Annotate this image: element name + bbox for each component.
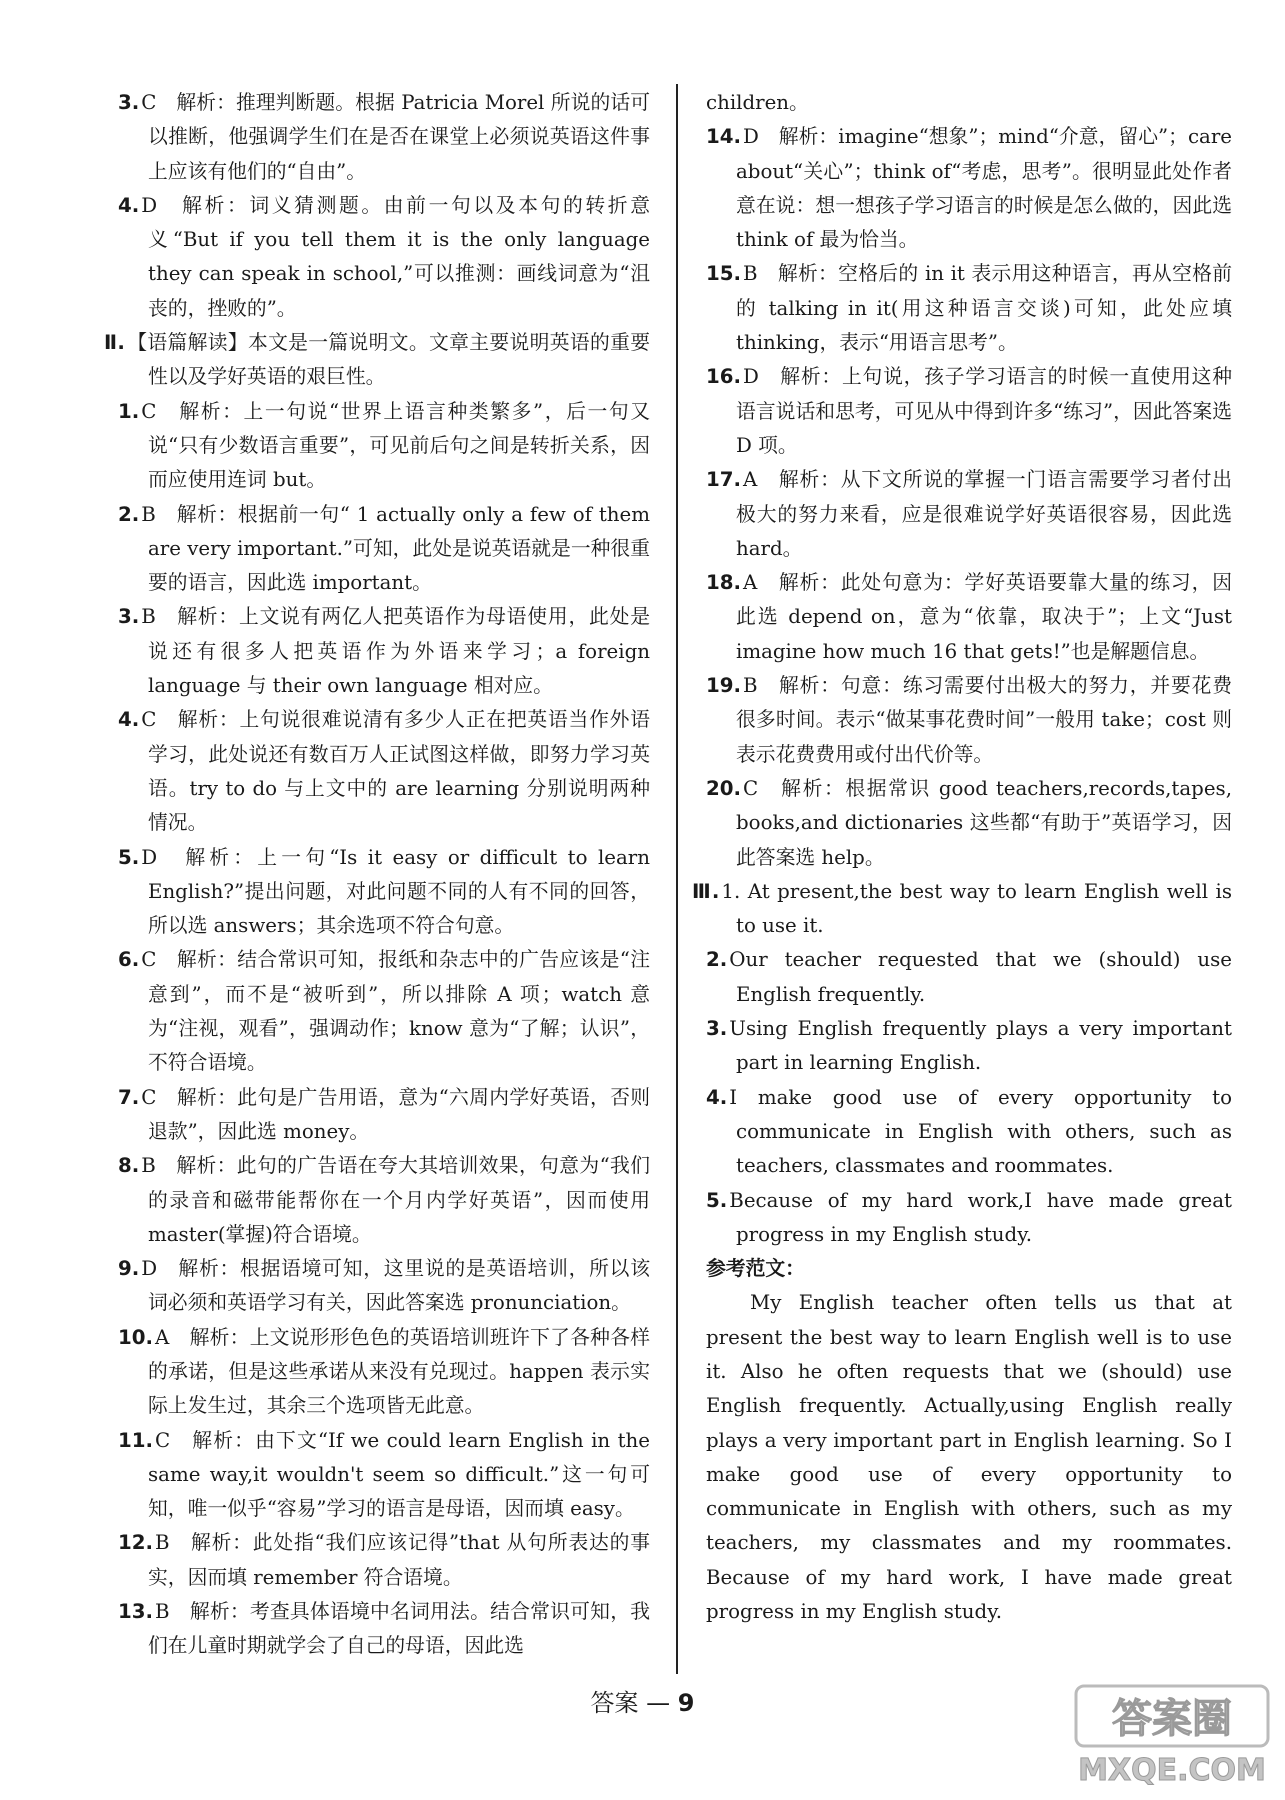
- item-text: C 解析：上句说很难说清有多少人正在把英语当作外语学习，此处说还有数百万人正试图这样做，即努力学习英语。try to do 与上文中的 are learning 分别说明两种情况。: [141, 708, 650, 835]
- item-number: Ⅱ.: [104, 331, 125, 355]
- answer-item: [706, 463, 1232, 566]
- left-column: [104, 86, 650, 1664]
- item-text: B 解析：考查具体语境中名词用法。结合常识可知，我们在儿童时期就学会了自己的母语，因此选: [148, 1600, 650, 1658]
- item-number: 12.: [118, 1531, 154, 1555]
- answer-item: [706, 943, 1232, 1012]
- item-text: B 解析：上文说有两亿人把英语作为母语使用，此处是说还有很多人把英语作为外语来学习；a foreign language 与 their own language 相对应。: [141, 605, 650, 698]
- item-number: 10.: [118, 1325, 154, 1349]
- item-text: 【语篇解读】本文是一篇说明文。文章主要说明英语的重要性以及学好英语的艰巨性。: [126, 331, 650, 389]
- item-number: 9.: [118, 1257, 140, 1281]
- page-number: 9: [677, 1689, 695, 1717]
- item-text: D 解析：imagine“想象”；mind“介意，留心”；care about“关心”；think of“考虑，思考”。很明显此处作者意在说：想一想孩子学习语言的时候是怎么做的，因此选 think of 最为恰当。: [736, 125, 1232, 252]
- item-number: 15.: [706, 262, 742, 286]
- item-number: 20.: [706, 776, 742, 800]
- item-number: 2.: [118, 502, 140, 526]
- answer-item: [118, 1081, 650, 1150]
- item-number: 17.: [706, 468, 742, 492]
- answer-item: [706, 772, 1232, 875]
- section-item: [692, 875, 1232, 944]
- item-number: 8.: [118, 1154, 140, 1178]
- item-number: 14.: [706, 125, 742, 149]
- item-number: 18.: [706, 571, 742, 595]
- answer-item: [706, 1012, 1232, 1081]
- item-text: C 解析：由下文“If we could learn English in the same way,it wouldn't seem so difficult.”这一句可知，唯一似乎“容易”学习的语言是母语，因而填 easy。: [148, 1428, 650, 1521]
- answer-item: [118, 1526, 650, 1595]
- answer-item: [118, 395, 650, 498]
- essay-title: [706, 1252, 1232, 1286]
- right-column: [692, 86, 1232, 1629]
- item-number: 19.: [706, 674, 742, 698]
- item-number: 4.: [118, 193, 140, 217]
- continued-text: [706, 86, 1232, 120]
- item-number: 1.: [118, 399, 140, 423]
- answer-item: [118, 1252, 650, 1321]
- item-text: D 解析：上一句“Is it easy or difficult to learn English?”提出问题，对此问题不同的人有不同的回答，所以选 answers；其余选项不符合句意。: [141, 845, 650, 938]
- answer-item: [118, 86, 650, 189]
- item-number: 3.: [118, 91, 140, 114]
- item-text: A 解析：从下文所说的掌握一门语言需要学习者付出极大的努力来看，应是很难说学好英语很容易，因此选 hard。: [736, 468, 1232, 560]
- item-text: C 解析：推理判断题。根据 Patricia Morel 所说的话可以推断，他强调学生们在是否在课堂上必须说英语这件事上应该有他们的“自由”。: [141, 91, 650, 183]
- item-text: C 解析：上一句说“世界上语言种类繁多”，后一句又说“只有少数语言重要”，可见前后句之间是转折关系，因而应使用连词 but。: [141, 399, 650, 492]
- item-number: 7.: [118, 1085, 140, 1109]
- item-text: Using English frequently plays a very important part in learning English.: [729, 1017, 1232, 1075]
- model-essay: [706, 1286, 1232, 1629]
- watermark-bottom-text: MXQE.COM: [1078, 1753, 1266, 1788]
- item-text: A 解析：此处句意为：学好英语要靠大量的练习，因此选 depend on，意为“依靠，取决于”；上文“Just imagine how much 16 that gets!”也是解题信息。: [736, 571, 1232, 663]
- item-text: I make good use of every opportunity to communicate in English with others, such as teachers, classmates and roommates.: [729, 1085, 1232, 1178]
- answer-item: [706, 1184, 1232, 1253]
- watermark-top-text: 答案圈: [1112, 1696, 1232, 1742]
- item-number: 11.: [118, 1428, 154, 1452]
- item-text: B 解析：句意：练习需要付出极大的努力，并要花费很多时间。表示“做某事花费时间”一般用 take；cost 则表示花费费用或付出代价等。: [736, 674, 1232, 766]
- item-number: 5.: [706, 1188, 728, 1212]
- answer-item: [118, 841, 650, 944]
- column-divider: [676, 84, 678, 1674]
- item-text: B 解析：此句的广告语在夸大其培训效果，句意为“我们的录音和磁带能帮你在一个月内学好英语”，因而使用 master(掌握)符合语境。: [141, 1154, 650, 1246]
- answer-item: [118, 1424, 650, 1527]
- answer-item: [706, 360, 1232, 463]
- item-text: C 解析：结合常识可知，报纸和杂志中的广告应该是“注意到”，而不是“被听到”，所以排除 A 项；watch 意为“注视，观看”，强调动作；know 意为“了解；认识”，不符合语境。: [141, 948, 650, 1075]
- answer-item: [118, 703, 650, 840]
- item-text: D 解析：上句说，孩子学习语言的时候一直使用这种语言说话和思考，可见从中得到许多“练习”，因此答案选 D 项。: [736, 365, 1232, 457]
- item-number: 3.: [706, 1017, 728, 1041]
- item-number: 6.: [118, 948, 140, 972]
- item-number: 4.: [706, 1085, 728, 1109]
- item-number: 5.: [118, 845, 140, 869]
- answer-item: [706, 669, 1232, 772]
- item-text: 参考范文：: [706, 1257, 805, 1281]
- answer-item: [118, 1595, 650, 1664]
- item-number: 13.: [118, 1600, 154, 1624]
- answer-item: [706, 1081, 1232, 1184]
- item-number: 16.: [706, 365, 742, 389]
- item-text: Because of my hard work,I have made great progress in my English study.: [729, 1188, 1232, 1246]
- answer-item: [118, 498, 650, 601]
- item-text: D 解析：词义猜测题。由前一句以及本句的转折意义“But if you tell them it is the only language they can speak in school,”可以推测：画线词意为“沮丧的，挫败的”。: [141, 193, 650, 320]
- item-text: C 解析：此句是广告用语，意为“六周内学好英语，否则退款”，因此选 money。: [141, 1085, 650, 1143]
- footer-label: 答案 —: [590, 1689, 671, 1717]
- item-text: C 解析：根据常识 good teachers,records,tapes, books,and dictionaries 这些都“有助于”英语学习，因此答案选 help。: [736, 776, 1232, 869]
- item-text: children。: [706, 91, 809, 114]
- item-text: 1. At present,the best way to learn English well is to use it.: [721, 879, 1232, 938]
- answer-item: [118, 600, 650, 703]
- answer-item: [118, 1149, 650, 1252]
- answer-item: [706, 566, 1232, 669]
- item-text: A 解析：上文说形形色色的英语培训班许下了各种各样的承诺，但是这些承诺从来没有兑现过。happen 表示实际上发生过，其余三个选项皆无此意。: [148, 1325, 650, 1418]
- item-text: My English teacher often tells us that at present the best way to learn English well is to use it. Also he often requests that we (should) use English frequently. Actually,using English really plays a very important part in English learning. So I make good use of every opportunity to communicate in English with others, such as my teachers, my classmates and my roommates. Because of my hard work, I have made great progress in my English study.: [706, 1291, 1232, 1624]
- answer-item: [706, 120, 1232, 257]
- answer-item: [118, 1321, 650, 1424]
- section-item: [104, 326, 650, 395]
- answer-item: [118, 189, 650, 326]
- item-number: 2.: [706, 948, 728, 972]
- answer-item: [706, 257, 1232, 360]
- item-text: B 解析：空格后的 in it 表示用这种语言，再从空格前的 talking in it(用这种语言交谈)可知，此处应填 thinking，表示“用语言思考”。: [736, 262, 1232, 355]
- item-text: D 解析：根据语境可知，这里说的是英语培训，所以该词必须和英语学习有关，因此答案选 pronunciation。: [141, 1257, 650, 1315]
- item-text: B 解析：根据前一句“ 1 actually only a few of them are very important.”可知，此处是说英语就是一种很重要的语言，因此选 important。: [141, 502, 650, 595]
- item-text: Our teacher requested that we (should) use English frequently.: [729, 948, 1232, 1006]
- item-number: Ⅲ.: [692, 879, 720, 903]
- item-number: 4.: [118, 708, 140, 732]
- answer-item: [118, 943, 650, 1080]
- watermark-logo: [1072, 1680, 1272, 1790]
- item-text: B 解析：此处指“我们应该记得”that 从句所表达的事实，因而填 remember 符合语境。: [148, 1531, 650, 1589]
- item-number: 3.: [118, 605, 140, 629]
